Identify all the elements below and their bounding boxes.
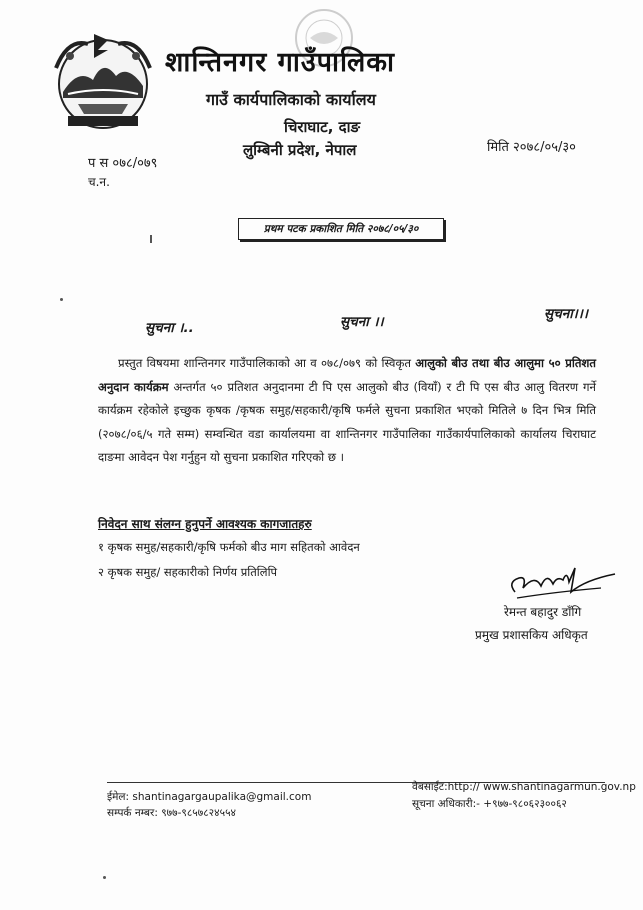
scan-mark	[103, 876, 106, 879]
notice-heading-2: सुचना ।।	[340, 314, 384, 330]
letter-date: मिति २०७८/०५/३०	[487, 140, 576, 155]
notice-heading-3: सुचना।।।	[544, 306, 589, 322]
office-subtitle: गाउँ कार्यपालिकाको कार्यालय	[206, 90, 376, 109]
signatory-title: प्रमुख प्रशासकिय अधिकृत	[475, 628, 588, 642]
body-text-part-1: प्रस्तुत विषयमा शान्तिनगर गाउँपालिकाको आ व ०७८/०७९ को स्विकृत	[118, 356, 416, 370]
scan-mark	[150, 235, 152, 243]
document-item: १ कृषक समुह/सहकारी/कृषि फर्मको बीउ माग सहितको आवेदन	[98, 540, 360, 554]
body-text-part-2: अन्तर्गत ५० प्रतिशत अनुदानमा टी पि एस आलुको बीउ (वियाँ) र टी पि एस बीउ आलु वितरण गर्ने कार्यक्रम रहेकोले इच्छुक कृषक /कृषक समुह/सहकारी/कृषि फर्मले सुचना प्रकाशित भएको मितिले ७ दिन भित्र मिति (२०७८/०६/५ गते सम्म) सम्वन्धित वडा कार्यालयमा वा शान्तिनगर गाउँपालिका गाउँकार्यपालिकाको कार्यालय चिराघाट दाङमा आवेदन पेश गर्नुहुन यो सुचना प्रकाशित गरिएको छ ।	[98, 379, 596, 464]
scan-mark	[60, 298, 63, 301]
nepal-emblem-logo	[48, 28, 158, 134]
program-name: आलुको बीउ तथा बीउ आलुमा ५० प्रतिशत अनुदान कार्यक्रम	[98, 356, 596, 394]
address-line-1: चिराघाट, दाङ	[284, 118, 361, 136]
footer-info-officer: सूचना अधिकारी:- +९७७-९८०६२३००६२	[412, 798, 567, 810]
footer-email: ईमेल: shantinagargaupalika@gmail.com	[107, 791, 312, 803]
required-documents-heading: निवेदन साथ संलग्न हुनुपर्ने आवश्यक कागजातहरु	[98, 517, 312, 531]
signatory-name: रेमन्त बहादुर डाँगि	[504, 605, 582, 619]
municipality-title: शान्तिनगर गाउँपालिका	[165, 47, 396, 78]
dispatch-number: च.न.	[88, 175, 110, 189]
address-line-2: लुम्बिनी प्रदेश, नेपाल	[243, 141, 357, 159]
published-date-box: प्रथम पटक प्रकाशित मिति २०७८/०५/३०	[238, 218, 444, 240]
notice-heading-1: सुचना ।..	[145, 320, 194, 336]
footer-website: वेबसाईट:http:// www.shantinagarmun.gov.np	[412, 781, 636, 793]
footer-contact: सम्पर्क नम्बर: ९७७-९८५७८२४५५४	[107, 807, 236, 819]
notice-body	[98, 352, 596, 470]
reference-number: प स ०७८/०७९	[88, 156, 158, 171]
document-item: २ कृषक समुह/ सहकारीको निर्णय प्रतिलिपि	[98, 565, 278, 579]
